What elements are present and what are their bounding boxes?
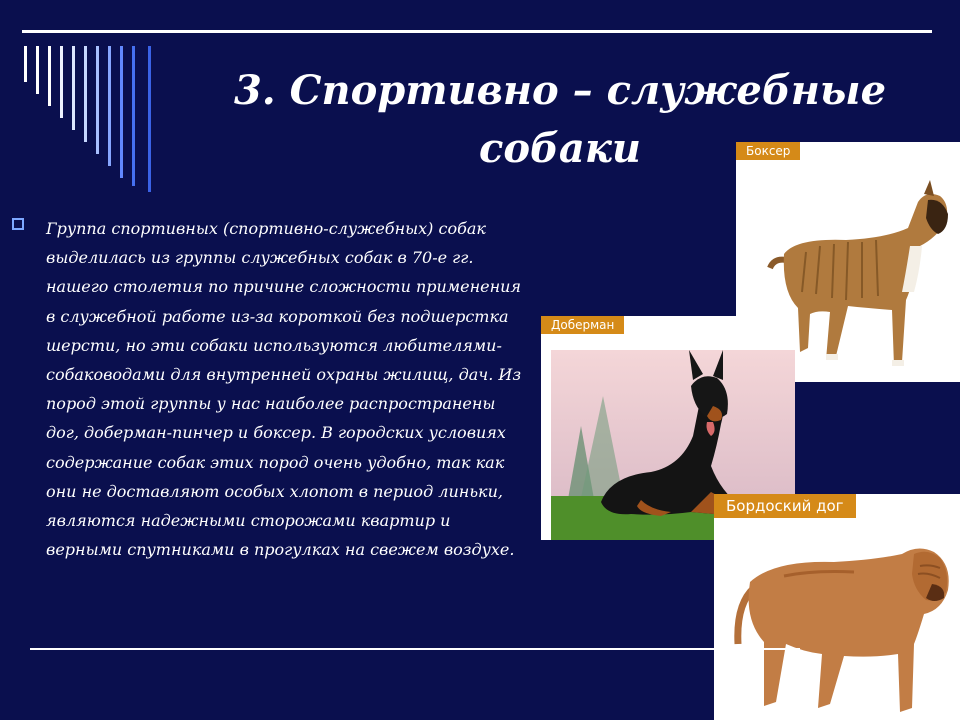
bottom-border-line: [30, 648, 800, 650]
body-paragraph: Группа спортивных (спортивно-служебных) собак выделилась из группы служебных собак в 70-е гг. нашего столетия по причине сложности применения в служебной работе из-за короткой без подшерстка шерсти, но эти собаки используются любителями-собаководами для внутренней охраны жилищ, дач. Из пород этой группы у нас наиболее распространены дог, доберман-пинчер и боксер. В городских условиях содержание собак этих пород очень удобно, так как они не доставляют особых хлопот в период линьки, являются надежными сторожами квартир и верными спутниками в прогулках на свежем воздухе.: [46, 219, 522, 560]
bullet-square-icon: [12, 218, 24, 230]
decorative-stripes: [24, 46, 164, 196]
title-line-2: собаки: [479, 125, 641, 172]
top-border-line: [22, 30, 932, 33]
bordeaux-card: [714, 494, 960, 720]
bordeaux-label: Бордоский дог: [714, 494, 856, 518]
bordeaux-dog-image: [714, 494, 960, 720]
title-line-1: 3. Спортивно – служебные: [233, 67, 887, 114]
doberman-label: Доберман: [541, 316, 624, 334]
boxer-label: Боксер: [736, 142, 800, 160]
